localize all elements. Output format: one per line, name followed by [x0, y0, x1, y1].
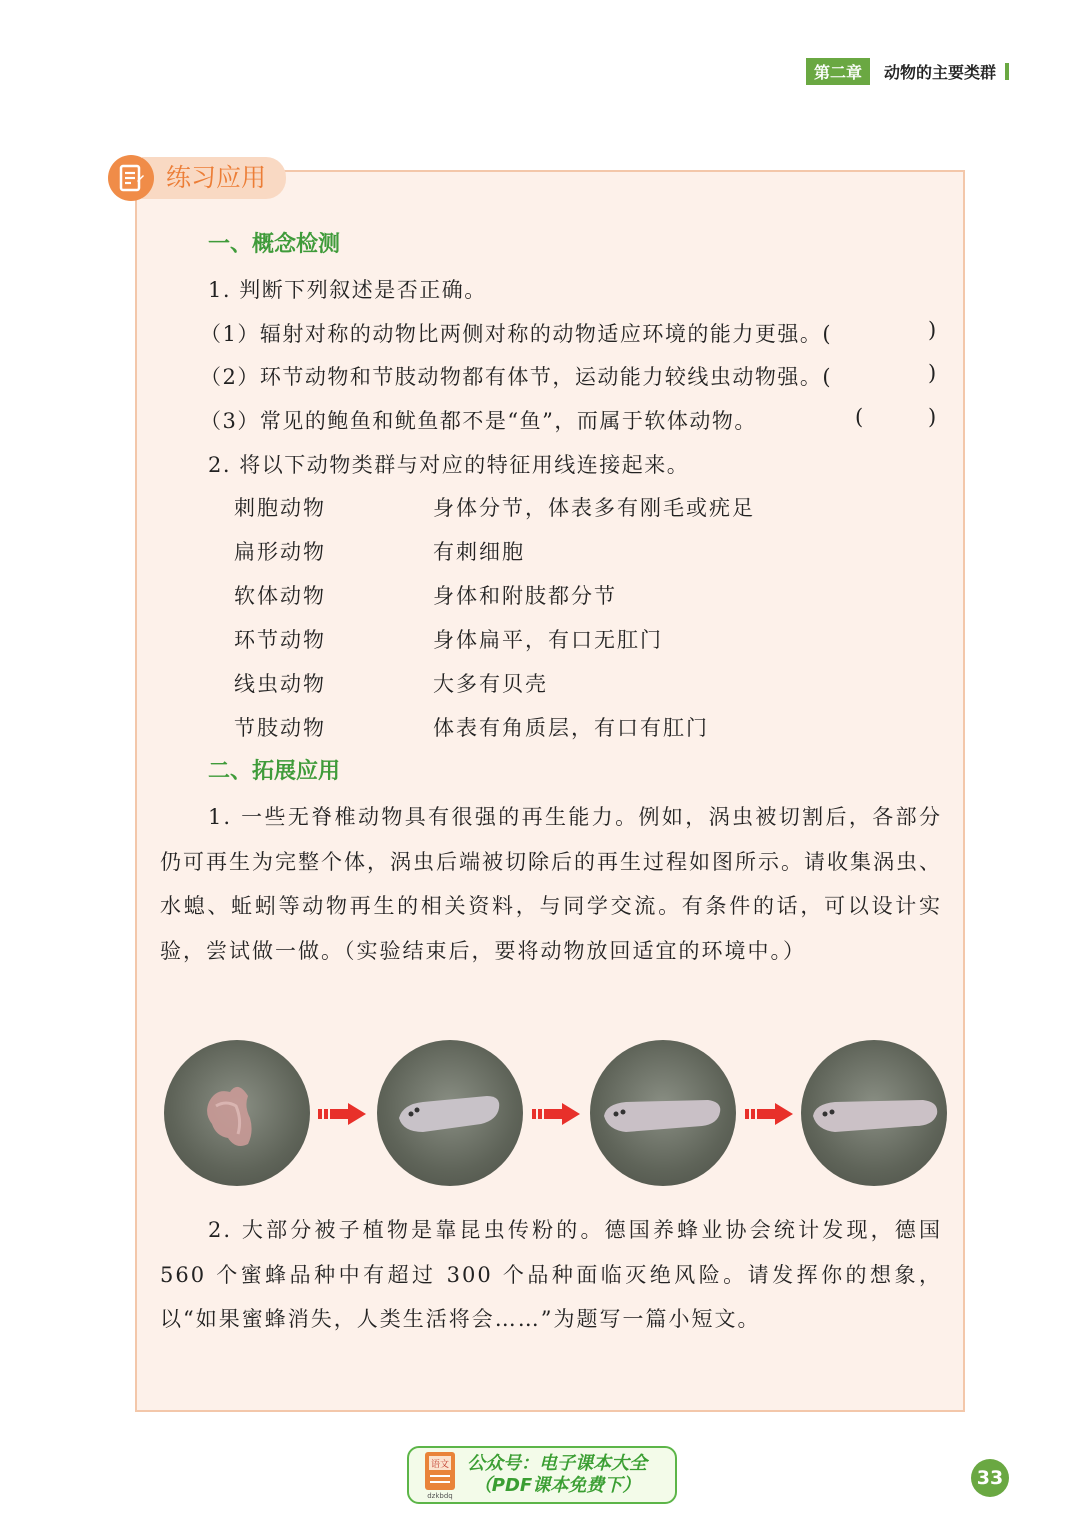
- planarian-regeneration-figure: [0, 1040, 1087, 1190]
- matching-feature: 身体和附肢都分节: [433, 584, 617, 608]
- header-bar: [1005, 63, 1009, 80]
- section-tab-label: 练习应用: [142, 157, 286, 199]
- question-1: 1. 判断下列叙述是否正确。: [208, 278, 487, 302]
- answer-blank-3-open: (: [855, 405, 864, 429]
- section-tab: [108, 155, 286, 201]
- matching-group: 扁形动物: [234, 540, 326, 564]
- extension-question-1-text: 1. 一些无脊椎动物具有很强的再生能力。例如，涡虫被切割后，各部分仍可再生为完整个体，涡虫后端被切除后的再生过程如图所示。请收集涡虫、水螅、蚯蚓等动物再生的相关资料，与同学交流。有条件的话，可以设计实验，尝试做一做。（实验结束后，要将动物放回适宜的环境中。）: [160, 805, 942, 963]
- matching-feature: 有刺细胞: [433, 540, 525, 564]
- part1-heading: 一、概念检测: [208, 232, 341, 257]
- chapter-title: 动物的主要类群: [883, 63, 996, 82]
- answer-blank-2-close: ): [928, 361, 937, 385]
- regeneration-photo-3: [590, 1040, 736, 1186]
- book-icon: [421, 1450, 461, 1500]
- matching-group: 软体动物: [234, 584, 326, 608]
- judgement-item-2: （2）环节动物和节肢动物都有体节，运动能力较线虫动物强。(: [200, 365, 833, 389]
- answer-blank-1-close: ): [928, 318, 937, 342]
- regeneration-photo-2: [377, 1040, 523, 1186]
- arrow-right-icon: [532, 1102, 582, 1126]
- page-number: 33: [971, 1459, 1009, 1497]
- arrow-right-icon: [745, 1102, 795, 1126]
- matching-feature: 体表有角质层，有口有肛门: [433, 716, 709, 740]
- matching-group: 环节动物: [234, 628, 326, 652]
- answer-blank-3-close: ): [928, 405, 937, 429]
- badge-small-text: dzkbdq: [427, 1492, 453, 1500]
- matching-feature: 身体分节，体表多有刚毛或疣足: [433, 496, 755, 520]
- regeneration-photo-1: [164, 1040, 310, 1186]
- chapter-tag: 第二章: [806, 58, 870, 85]
- footer-badge: [407, 1446, 677, 1504]
- matching-feature: 大多有贝壳: [433, 672, 548, 696]
- matching-group: 节肢动物: [234, 716, 326, 740]
- badge-text: [467, 1453, 647, 1497]
- matching-group: 线虫动物: [234, 672, 326, 696]
- notebook-icon: [108, 155, 154, 201]
- arrow-right-icon: [318, 1102, 368, 1126]
- extension-question-2: [160, 1208, 942, 1342]
- matching-feature: 身体扁平，有口无肛门: [433, 628, 663, 652]
- part2-heading: 二、拓展应用: [208, 759, 341, 784]
- judgement-item-1: （1）辐射对称的动物比两侧对称的动物适应环境的能力更强。(: [200, 322, 833, 346]
- matching-group: 刺胞动物: [234, 496, 326, 520]
- badge-line-2: （PDF课本免费下）: [473, 1475, 641, 1496]
- extension-question-1: [160, 795, 942, 973]
- badge-line-1: 公众号：电子课本大全: [467, 1453, 647, 1474]
- question-2: 2. 将以下动物类群与对应的特征用线连接起来。: [208, 453, 690, 477]
- judgement-item-3: （3）常见的鲍鱼和鱿鱼都不是“鱼”，而属于软体动物。: [200, 409, 757, 433]
- book-icon-label: 语文: [430, 1460, 450, 1470]
- extension-question-2-text: 2. 大部分被子植物是靠昆虫传粉的。德国养蜂业协会统计发现，德国 560 个蜜蜂品种中有超过 300 个品种面临灭绝风险。请发挥你的想象，以“如果蜜蜂消失，人类生活将会……”为题写一篇小短文。: [160, 1218, 942, 1331]
- chapter-header: [806, 58, 1009, 85]
- regeneration-photo-4: [801, 1040, 947, 1186]
